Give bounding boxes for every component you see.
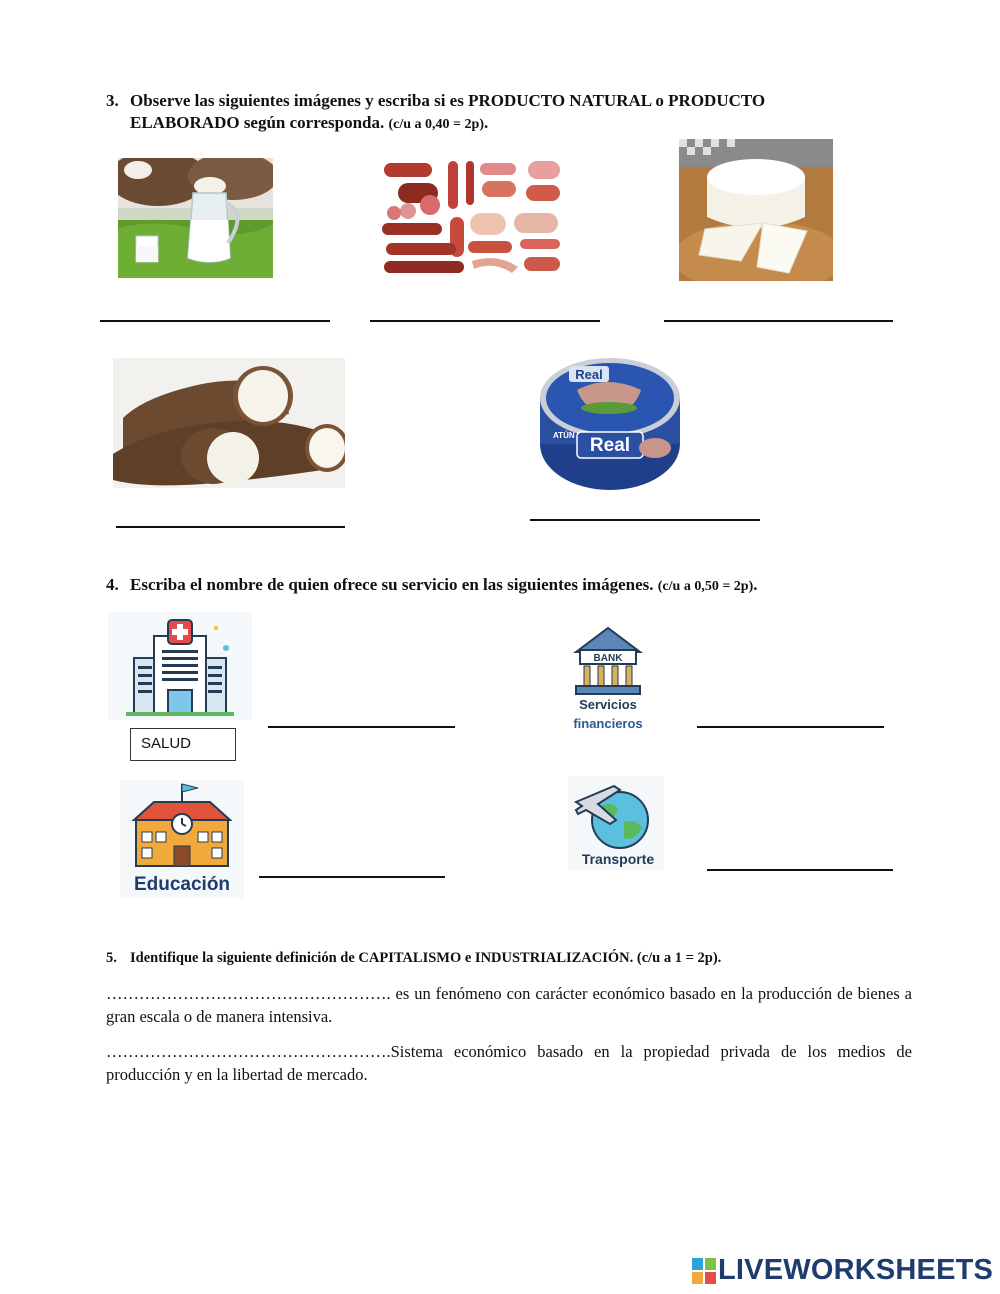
bank-sign: BANK xyxy=(593,653,623,664)
q3-answer-line-5[interactable] xyxy=(530,519,760,521)
q5-title xyxy=(106,947,906,969)
q4-title: 4. Escriba el nombre de quien ofrece su servicio en las siguientes imágenes. (c/u a 0,50 = 2p). xyxy=(106,575,758,594)
education-caption: Educación xyxy=(133,874,231,895)
bank-icon xyxy=(566,622,650,734)
milk-icon xyxy=(118,158,273,278)
q3-answer-line-3[interactable] xyxy=(664,320,893,322)
q3-points: (c/u a 0,40 = 2p) xyxy=(388,117,484,132)
q3-answer-line-4[interactable] xyxy=(116,526,345,528)
q5-title-text: Identifique la siguiente definición de CAPITALISMO e INDUSTRIALIZACIÓN. (c/u a 1 = 2p). xyxy=(130,950,722,966)
logo-mark-icon xyxy=(692,1258,716,1284)
liveworksheets-logo xyxy=(692,1254,992,1288)
bank-caption-1: Servicios xyxy=(579,697,637,712)
cassava-icon xyxy=(113,358,345,488)
q3-title: 3. Observe las siguientes imágenes y escriba si es PRODUCTO NATURAL o PRODUCTO ELABORADO según corresponda. (c/u a 0,40 = 2p). xyxy=(106,91,766,132)
logo-text: LIVEWORKSHEETS xyxy=(718,1254,994,1286)
transport-caption: Transporte xyxy=(581,851,655,867)
q5-definition-1[interactable]: ……………………………………………. es un fenómeno con carácter económico basado en la producción de bienes a gran escala o de manera intensiva. xyxy=(106,984,912,1026)
tuna-brand-top: Real xyxy=(575,367,603,382)
transport-icon xyxy=(568,776,664,870)
q4-answer-line-1[interactable] xyxy=(268,726,455,728)
q4-number: 4. xyxy=(106,575,119,594)
salud-answer-box[interactable] xyxy=(130,728,236,761)
q3-title-text: Observe las siguientes imágenes y escriba si es PRODUCTO NATURAL o PRODUCTO ELABORADO según corresponda. xyxy=(130,91,766,132)
salud-answer-text: SALUD xyxy=(141,735,192,752)
tuna-brand-bottom: Real xyxy=(589,435,631,456)
q3-number: 3. xyxy=(106,91,119,110)
q3-answer-line-2[interactable] xyxy=(370,320,600,322)
cheese-icon xyxy=(679,139,833,281)
bank-caption-2: financieros xyxy=(573,716,643,731)
q4-answer-line-4[interactable] xyxy=(707,869,893,871)
q5-definition-2[interactable]: …………………………………………….Sistema económico basado en la propiedad privada de los medios de producción y en la libertad de mercado. xyxy=(106,1042,912,1084)
q4-points: (c/u a 0,50 = 2p) xyxy=(657,579,754,594)
q4-answer-line-2[interactable] xyxy=(697,726,884,728)
tuna-can-icon xyxy=(537,352,683,494)
q3-answer-line-1[interactable] xyxy=(100,320,330,322)
tuna-label: ATÚN xyxy=(553,431,575,440)
q5-number: 5. xyxy=(106,950,117,966)
q4-answer-line-3[interactable] xyxy=(259,876,445,878)
q4-title-text: Escriba el nombre de quien ofrece su servicio en las siguientes imágenes. xyxy=(130,575,654,594)
sausages-icon xyxy=(378,157,566,279)
school-icon xyxy=(120,780,244,898)
hospital-icon xyxy=(108,612,252,720)
